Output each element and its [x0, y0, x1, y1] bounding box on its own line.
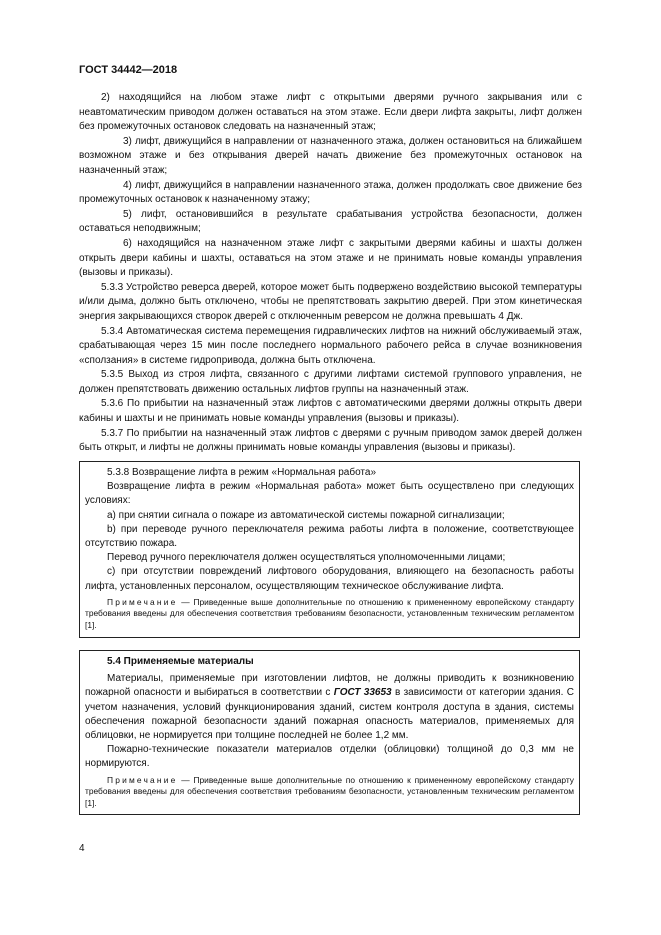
list-item-4: 4) лифт, движущийся в направлении назначенного этажа, должен продолжать свое движение без промежуточных остановок к назначенному этажу; [79, 179, 582, 206]
switch-note: Перевод ручного переключателя должен осуществляться уполномоченными лицами; [107, 552, 506, 564]
clause-5-3-3: 5.3.3 Устройство реверса дверей, которое может быть подвержено воздействию высокой температуры и/или дыма, должно быть отключено, чтобы не препятствовать закрытию дверей. При этом кинетическая энергия закрывающихся створок дверей с отключенным реверсом не должна превышать 4 Дж. [79, 281, 582, 322]
condition-c: c) при отсутствии повреждений лифтового оборудования, влияющего на безопасность работы лифта, установленных персоналом, осуществляющим техническое обслуживание лифта. [85, 566, 574, 592]
main-text [79, 91, 582, 456]
box2-note [85, 775, 574, 810]
clause-5-3-7: 5.3.7 По прибытии на назначенный этаж лифтов с дверями с ручным приводом замок дверей должен быть открыт, и лифты не должны принимать новые команды управления (вызовы и приказы). [79, 427, 582, 454]
list-item-2: 2) находящийся на любом этаже лифт с открытыми дверями ручного закрывания или с неавтоматическим приводом должен оставаться на этом этаже. Если двери лифта закрыты, лифт должен без промежуточных остановок следовать на назначенный этаж; [79, 92, 582, 133]
section-5-4-box [79, 650, 580, 815]
standard-reference: ГОСТ 33653 [333, 687, 392, 699]
clause-5-3-4: 5.3.4 Автоматическая система перемещения гидравлических лифтов на нижний обслуживаемый этаж, срабатывающая через 15 мин после последнего нормального рабочего рейса в случае возникновения «сползания» в системе гидропривода, должна быть отключена. [79, 325, 582, 366]
box1-note-label: Примечание [107, 596, 178, 607]
box2-note-text: — Приведенные выше дополнительные по отношению к примененному европейскому стандарту требования введены для обеспечения соответствия требованиям безопасности, установленным техническим регламентом [1]. [85, 774, 574, 808]
materials-text-a: Материалы, применяемые при изготовлении лифтов, не должны приводить к возникновению пожарной опасности и выбираться в соответствии с [85, 673, 574, 699]
materials-paragraph [85, 672, 574, 743]
clause-5-3-6: 5.3.6 По прибытии на назначенный этаж лифтов с автоматическими дверями должны открыть двери кабины и шахты и не принимать новые команды управления (вызовы и приказы). [79, 398, 582, 425]
box1-note [85, 597, 574, 632]
page-number: 4 [79, 843, 85, 854]
list-item-6: 6) находящийся на назначенном этаже лифт с закрытыми дверями кабины и шахты должен открыть двери кабины и шахты, оставаться на этом этаже и не принимать новые команды управления (вызовы и приказы). [79, 237, 582, 279]
document-header: ГОСТ 34442—2018 [79, 64, 178, 76]
list-item-3: 3) лифт, движущийся в направлении от назначенного этажа, должен остановиться на ближайшем возможном этаже и без открывания дверей начать движение без промежуточных остановок на назначенный этаж; [79, 135, 582, 176]
clause-5-3-5: 5.3.5 Выход из строя лифта, связанного с другими лифтами системой группового управления, не должен препятствовать движению остальных лифтов группы на назначенный этаж. [79, 369, 582, 395]
condition-a: a) при снятии сигнала о пожаре из автоматической системы пожарной сигнализации; [107, 509, 505, 521]
box2-note-label: Примечание [107, 774, 178, 785]
list-item-5: 5) лифт, остановившийся в результате срабатывания устройства безопасности, должен оставаться неподвижным; [79, 208, 582, 235]
materials-text-b: в зависимости от категории здания. С учетом назначения, условий функционирования зданий, систем контроля доступа в здания, системы обеспечения пожарной безопасности зданий пожарная опасность материалов, применяемых для облицовки, не нормируется при толщине последней не более 1,2 мм. [85, 687, 574, 742]
clause-5-3-8-heading: 5.3.8 Возвращение лифта в режим «Нормальная работа» [107, 467, 376, 478]
section-5-4-heading: 5.4 Применяемые материалы [107, 656, 254, 667]
finishing-paragraph: Пожарно-технические показатели материалов отделки (облицовки) толщиной до 0,3 мм не нормируются. [85, 744, 574, 770]
clause-5-3-8-box [79, 461, 580, 638]
clause-5-3-8-intro: Возвращение лифта в режим «Нормальная работа» может быть осуществлено при следующих условиях: [85, 481, 574, 507]
condition-b: b) при переводе ручного переключателя режима работы лифта в положение, соответствующее отсутствию пожара. [85, 523, 574, 550]
box1-note-text: — Приведенные выше дополнительные по отношению к примененному европейскому стандарту требования введены для обеспечения соответствия требованиям безопасности, установленным техническим регламентом [1]. [85, 596, 574, 631]
